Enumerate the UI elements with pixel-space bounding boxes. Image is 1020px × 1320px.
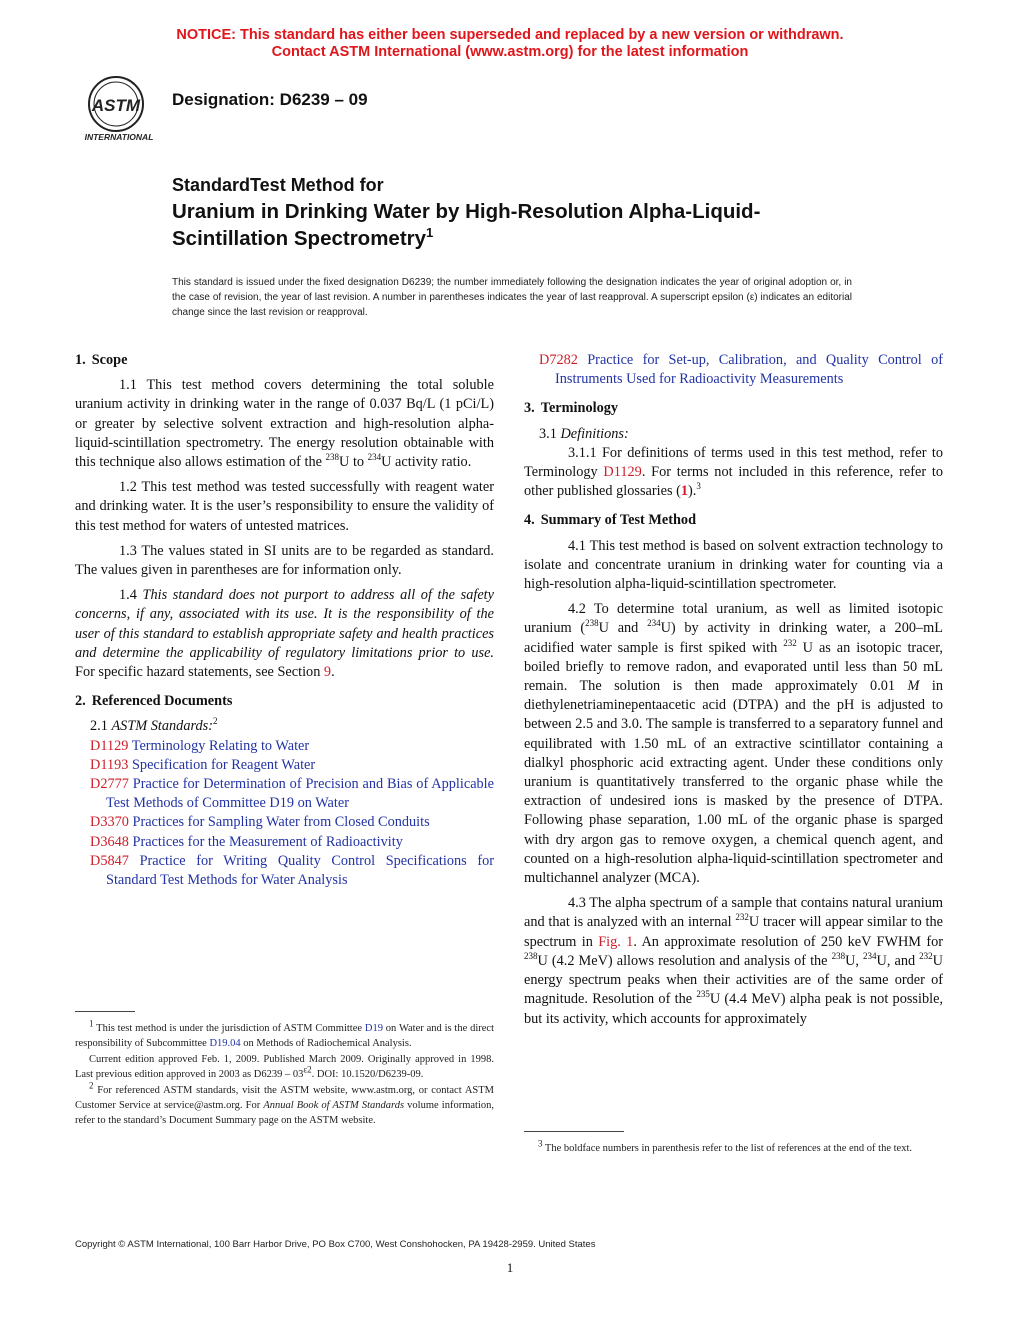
ref-item-d1193[interactable]: D1193 Specification for Reagent Water — [90, 756, 316, 773]
terminology-heading: 3. Terminology — [524, 400, 619, 417]
referenced-documents-heading: 2. Referenced Documents — [75, 693, 233, 710]
document-title — [172, 198, 872, 252]
summary-4-2: 4.2 To determine total uranium, as well as limited isotopic uranium ($^{238}$U and $^{234}$U) by activity in drinking water, a 200–mL acidified water sample is first spiked with $^{232}$ U as an isotopic tracer, boiled briefly to remove radon, and evaporated until less than 50 mL remain. The solution is then made approximately 0.01 M in diethylenetriaminepentaacetic acid (DTPA) and the pH is adjusted to between 2.5 and 3.0. The sample is transferred to a separatory funnel and equilibrated with 1.50 mL of an extractive scintillator containing a dialkyl phosphoric acid extracting agent. Under these conditions only uranium is quantitatively transferred to the organic phase while the extraction of undesired ions is masked by the presence of DTPA. Following phase separation, 1.00 mL of the organic phase is sparged with dry argon gas to remove oxygen, a chemical quench agent, and counted on a high-resolution alpha-liquid-scintillation spectrometer and multichannel analyzer (MCA). — [524, 601, 943, 887]
copyright: Copyright © ASTM International, 100 Barr Harbor Drive, PO Box C700, West Conshohocken, PA 19428-2959. United States — [75, 1239, 596, 1250]
figure-1-link[interactable]: Fig. 1 — [598, 933, 634, 950]
logo-subtext: INTERNATIONAL — [84, 132, 154, 142]
title-text: Uranium in Drinking Water by High-Resolution Alpha-Liquid-Scintillation Spectrometry — [172, 200, 761, 250]
reference-1-link[interactable]: 1 — [680, 483, 688, 500]
scope-1-1: 1.1 This test method covers determining the total soluble uranium activity in drinking water in the range of 0.037 Bq/L (1 pCi/L) or greater by selective solvent extraction and high-resolution alpha-liquid-scintillation spectrometry. The energy resolution obtainable with this technique also allows estimation of the $^{238}$U to $^{234}$U activity ratio. — [75, 377, 494, 471]
ref-item-d5847[interactable]: D5847 Practice for Writing Quality Control Specifications for Standard Test Methods for Water Analysis — [90, 852, 495, 889]
notice-line-2: Contact ASTM International (www.astm.org) for the latest information — [271, 44, 749, 60]
right-column — [524, 351, 943, 1035]
logo-text: ASTM — [91, 96, 141, 115]
scope-1-4: 1.4 This standard does not purport to address all of the safety concerns, if any, associated with its use. It is the responsibility of the user of this standard to establish appropriate safety and health practices and determine the applicability of regulatory limitations prior to use. For specific hazard statements, see Section 9. — [75, 587, 494, 681]
d19-link[interactable]: D19 — [364, 1023, 383, 1034]
d19-04-link[interactable]: D19.04 — [209, 1038, 241, 1049]
terminology-3-1-1: 3.1.1 For definitions of terms used in this test method, refer to Terminology D1129. For terms not included in this reference, refer to other published glossaries (1).$^3$ — [524, 444, 943, 500]
ref-item-d2777[interactable]: D2777 Practice for Determination of Precision and Bias of Applicable Test Methods of Committee D19 on Water — [90, 776, 495, 812]
summary-4-3: 4.3 The alpha spectrum of a sample that contains natural uranium and that is analyzed with an internal $^{232}$U tracer will appear similar to the spectrum in Fig. 1. An approximate resolution of 250 keV FWHM for $^{238}$U (4.2 MeV) allows resolution and analysis of the $^{238}$U, $^{234}$U, and $^{232}$U energy spectrum peaks when their activities are of the same order of magnitude. Resolution of the $^{235}$U (4.4 MeV) alpha peak is not possible, but its activity, which accounts for approximately — [524, 895, 943, 1027]
footnotes-left — [75, 1018, 494, 1129]
d1129-link[interactable]: D1129 — [603, 464, 642, 481]
footnote-1-edition: Current edition approved Feb. 1, 2009. Published March 2009. Originally approved in 1998. Last previous edition approved in 2003 as $D6239 - 03^{\varepsilon 2}$. DOI: 10.1520/D6239-09. — [75, 1054, 494, 1080]
title-prefix: StandardTest Method for — [172, 175, 384, 195]
astm-logo — [74, 72, 164, 144]
footnote-3: $^3$ The boldface numbers in parenthesis refer to the list of references at the end of the text. — [538, 1138, 912, 1154]
footnotes-right — [524, 1138, 943, 1157]
designation: Designation: D6239 – 09 — [172, 90, 368, 109]
ref-item-d1129[interactable]: D1129 Terminology Relating to Water — [90, 737, 310, 754]
withdrawal-notice — [0, 27, 1020, 61]
title-footnote-mark[interactable]: 1 — [426, 225, 434, 241]
footnote-1: $^1$ This test method is under the jurisdiction of ASTM Committee D19 on Water and is the direct responsibility of Subcommittee D19.04 on Methods of Radiochemical Analysis. — [75, 1018, 494, 1049]
scope-1-2: 1.2 This test method was tested successfully with reagent water and drinking water. It is the user’s responsibility to ensure the validity of this test method for waters of untested matrices. — [75, 479, 494, 534]
footnote-2: $^2$ For referenced ASTM standards, visit the ASTM website, www.astm.org, or contact ASTM Customer Service at service@astm.org. For Annual Book of ASTM Standards volume information, refer to the standard’s Document Summary page on the ASTM website. — [75, 1080, 494, 1126]
ref-item-d7282[interactable]: D7282 Practice for Set-up, Calibration, and Quality Control of Instruments Used for Radioactivity Measurements — [539, 352, 943, 388]
ref-item-d3370[interactable]: D3370 Practices for Sampling Water from Closed Conduits — [90, 814, 430, 831]
section-9-link[interactable]: 9 — [323, 664, 332, 681]
issuance-note: This standard is issued under the fixed designation D6239; the number immediately following the designation indicates the year of original adoption or, in the case of revision, the year of last revision. A number in parentheses indicates the year of last reapproval. A superscript epsilon (ε) indicates an editorial change since the last revision or reapproval. — [172, 277, 852, 318]
notice-line-1: NOTICE: This standard has either been superseded and replaced by a new version or withdrawn. — [176, 27, 844, 43]
astm-standards-label: 2.1 ASTM Standards:$^2$ — [90, 716, 218, 735]
scope-heading: 1. Scope — [75, 352, 128, 368]
ref-item-d3648[interactable]: D3648 Practices for the Measurement of Radioactivity — [90, 833, 403, 850]
definitions-label: 3.1 Definitions: — [539, 425, 629, 442]
footnote-rule-right — [524, 1131, 624, 1132]
footnote-rule-left — [75, 1011, 135, 1012]
scope-1-3: 1.3 The values stated in SI units are to be regarded as standard. The values given in parentheses are for information only. — [75, 542, 494, 579]
page-number: 1 — [506, 1260, 514, 1275]
summary-heading: 4. Summary of Test Method — [524, 512, 697, 529]
summary-4-1: 4.1 This test method is based on solvent extraction technology to isolate and concentrate uranium in drinking water for counting via a high-resolution alpha-liquid-scintillation spectrometer. — [524, 537, 943, 593]
left-column — [75, 351, 494, 890]
